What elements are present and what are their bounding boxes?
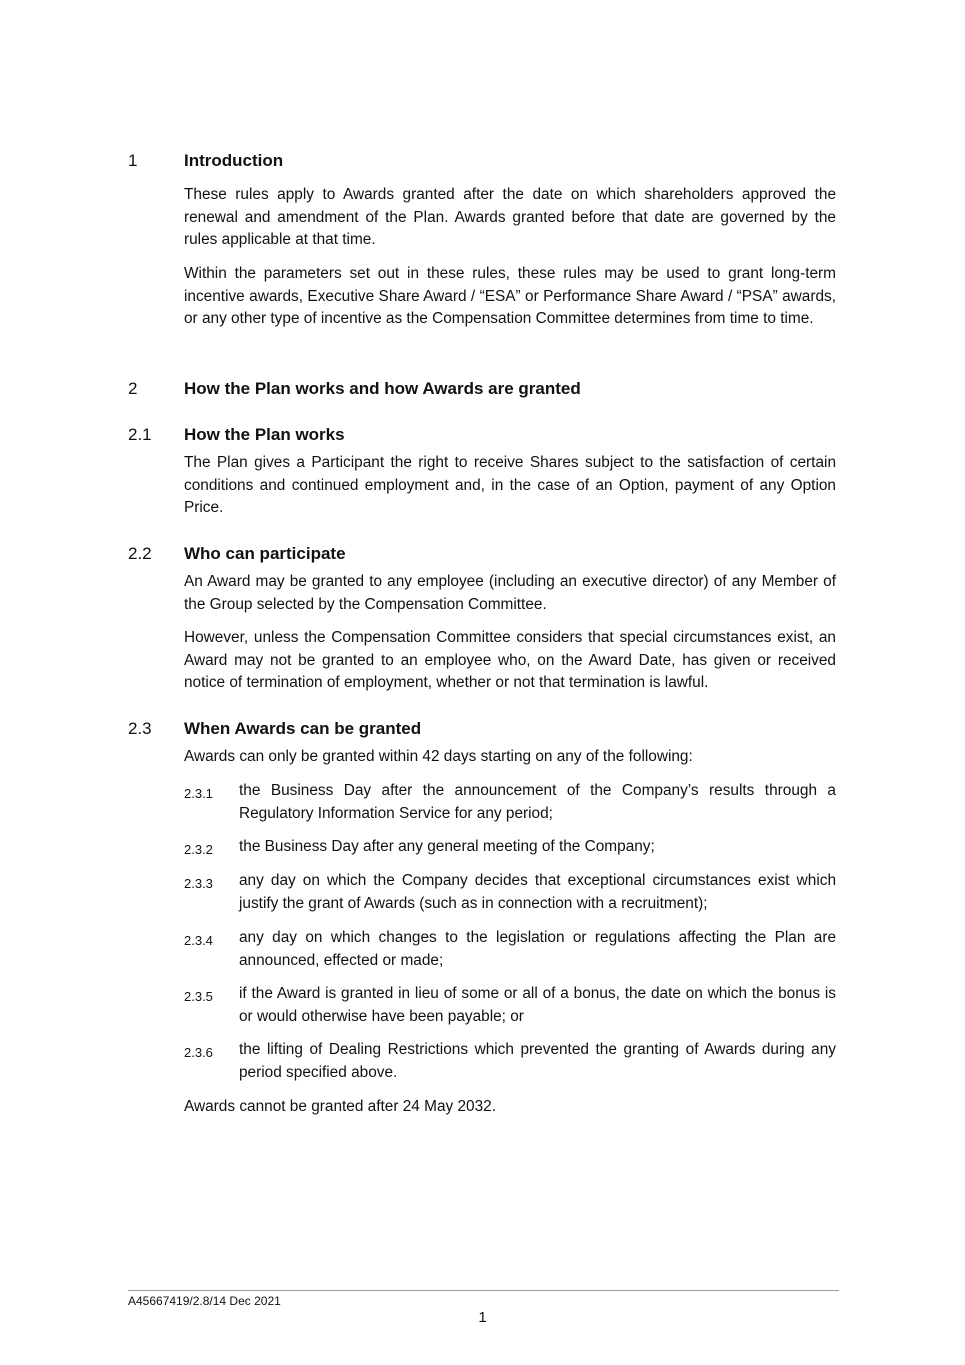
list-item-number: 2.3.1 (184, 786, 213, 801)
subsection-number: 2.2 (128, 544, 152, 563)
subsection-number: 2.3 (128, 719, 152, 738)
participate-paragraph-2: However, unless the Compensation Committee considers that special circumstances exist, an Award may not be granted to an employee who, on the Award Date, has given or received notice of termination of employment, whether or not that termination is lawful. (184, 629, 836, 692)
list-item-number: 2.3.2 (184, 842, 213, 857)
section-title: Introduction (184, 151, 284, 170)
intro-paragraph-2: Within the parameters set out in these rules, these rules may be used to grant long-term incentive awards, Executive Share Award / “ESA” or Performance Share Award / “PSA” awards, or any other type of incentive as the Compensation Committee determines from time to time. (184, 265, 836, 328)
list-item-number: 2.3.4 (184, 933, 213, 948)
list-item-number: 2.3.3 (184, 876, 213, 891)
section-number: 2 (128, 379, 138, 398)
grant-deadline-paragraph: Awards cannot be granted after 24 May 2032. (184, 1098, 497, 1115)
grant-timing-lead: Awards can only be granted within 42 days starting on any of the following: (184, 748, 693, 765)
subsection-title: When Awards can be granted (184, 719, 422, 738)
list-item-number: 2.3.6 (184, 1045, 213, 1060)
list-item-text: any day on which changes to the legislation or regulations affecting the Plan are announced, effected or made; (239, 929, 836, 969)
section-number: 1 (128, 151, 138, 170)
list-item-text: the Business Day after any general meeting of the Company; (239, 838, 655, 855)
page-number: 1 (478, 1309, 487, 1326)
subsection-title: Who can participate (184, 544, 346, 563)
list-item-text: any day on which the Company decides that exceptional circumstances exist which justify the grant of Awards (such as in connection with a recruitment); (239, 872, 836, 912)
list-item-number: 2.3.5 (184, 989, 213, 1004)
footer-divider (128, 1290, 839, 1291)
list-item-text: the lifting of Dealing Restrictions which prevented the granting of Awards during any period specified above. (239, 1041, 836, 1081)
participate-paragraph-1: An Award may be granted to any employee (including an executive director) of any Member of the Group selected by the Compensation Committee. (184, 573, 836, 613)
intro-paragraph-1: These rules apply to Awards granted after the date on which shareholders approved the renewal and amendment of the Plan. Awards granted before that date are governed by the rules applicable at that time. (184, 186, 836, 249)
list-item-text: if the Award is granted in lieu of some or all of a bonus, the date on which the bonus is or would otherwise have been payable; or (239, 985, 836, 1025)
list-item-text: the Business Day after the announcement of the Company’s results through a Regulatory Information Service for any period; (239, 782, 836, 822)
subsection-title: How the Plan works (184, 425, 345, 444)
subsection-number: 2.1 (128, 425, 152, 444)
document-reference: A45667419/2.8/14 Dec 2021 (128, 1294, 281, 1308)
section-title: How the Plan works and how Awards are granted (184, 379, 581, 398)
plan-works-paragraph: The Plan gives a Participant the right to receive Shares subject to the satisfaction of certain conditions and continued employment and, in the case of an Option, payment of any Option Price. (184, 454, 836, 517)
